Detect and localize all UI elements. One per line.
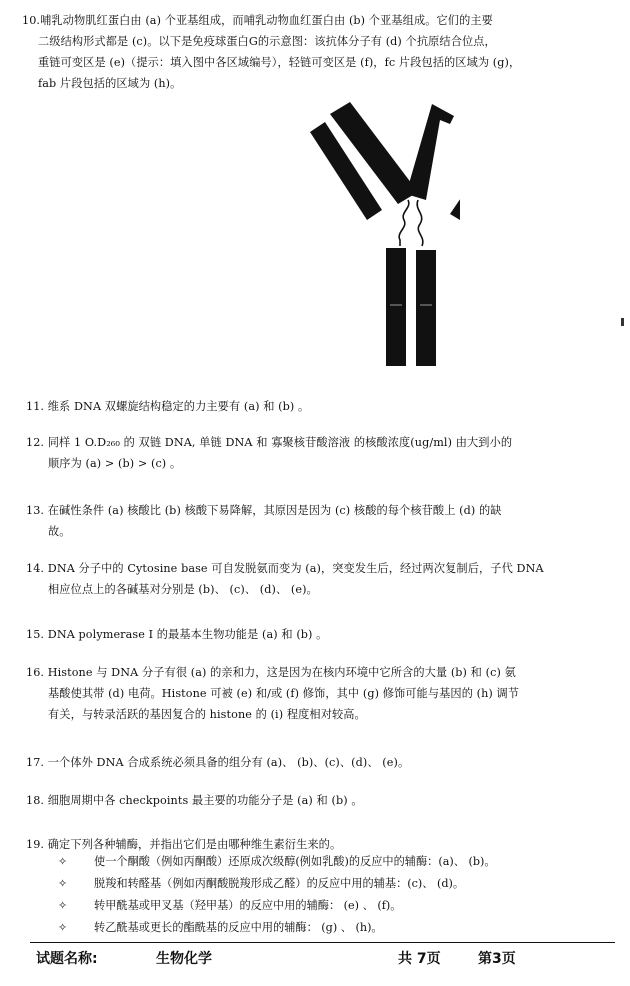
question-16 <box>26 662 622 725</box>
total-pages: 共 7页 <box>398 951 441 967</box>
question-12 <box>26 432 622 474</box>
question-12-line-2: 顺序为 (a) > (b) > (c) 。 <box>48 457 182 470</box>
left-fc-stem <box>386 248 406 366</box>
question-17-number: 17. <box>26 756 45 769</box>
question-10-line-3: 重链可变区是 (e)（提示：填入图中各区域编号），轻链可变区是 (f)，fc 片段包括的区域为 (g)， <box>38 56 521 69</box>
question-17 <box>26 752 622 773</box>
question-19-item: ✧ 转甲酰基或甲叉基（羟甲基）的反应中用的辅酶： (e) 、 (f)。 <box>58 895 618 917</box>
right-fc-stem <box>416 250 436 366</box>
question-10-line-2: 二级结构形式都是 (c)。以下是免疫球蛋白G的示意图：该抗体分子有 (d) 个抗原结合位点， <box>38 35 496 48</box>
question-19-item: ✧ 脱羧和转醛基（例如丙酮酸脱羧形成乙醛）的反应中用的辅基：(c)、 (d)。 <box>58 873 618 895</box>
question-14-line-2: 相应位点上的各碱基对分别是 (b)、 (c)、 (d)、 (e)。 <box>48 583 318 596</box>
igg-antibody-diagram <box>300 100 460 370</box>
exam-subject: 生物化学 <box>156 951 212 967</box>
question-19-number: 19. <box>26 838 45 851</box>
question-13-number: 13. <box>26 504 45 517</box>
question-15-text: DNA polymerase I 的最基本生物功能是 (a) 和 (b) 。 <box>47 628 328 641</box>
question-11 <box>26 396 622 417</box>
question-10-line-1: 10.哺乳动物肌红蛋白由 (a) 个亚基组成，而哺乳动物血红蛋白由 (b) 个亚基组成。它们的主要 <box>22 14 493 27</box>
left-hinge <box>399 200 409 246</box>
diamond-bullet-icon: ✧ <box>58 877 68 890</box>
question-14-number: 14. <box>26 562 45 575</box>
question-14-line-1: DNA 分子中的 Cytosine base 可自发脱氨而变为 (a)，突变发生后，经过两次复制后，子代 DNA <box>47 562 544 575</box>
right-hinge <box>417 200 423 246</box>
diamond-bullet-icon: ✧ <box>58 855 68 868</box>
footer-divider <box>30 942 615 943</box>
diamond-bullet-icon: ✧ <box>58 921 68 934</box>
question-13-line-2: 故。 <box>48 525 71 538</box>
exam-name-label: 试题名称: <box>36 951 98 967</box>
question-13 <box>26 500 622 542</box>
question-12-line-1: 同样 1 O.D₂₆₀ 的 双链 DNA, 单链 DNA 和 寡聚核苷酸溶液 的核酸浓度(ug/ml) 由大到小的 <box>47 436 513 449</box>
question-17-text: 一个体外 DNA 合成系统必须具备的组分有 (a)、 (b)、(c)、(d)、 (e)。 <box>47 756 410 769</box>
question-19-item: ✧ 使一个酮酸（例如丙酮酸）还原成次级醇(例如乳酸)的反应中的辅酶：(a)、 (b)。 <box>58 851 618 873</box>
diamond-bullet-icon: ✧ <box>58 899 68 912</box>
question-12-number: 12. <box>26 436 45 449</box>
page-footer <box>0 938 630 978</box>
question-15-number: 15. <box>26 628 45 641</box>
question-10-line-4: fab 片段包括的区域为 (h)。 <box>38 77 182 90</box>
scan-artifact <box>621 318 624 326</box>
question-19-item: ✧ 转乙酰基或更长的酯酰基的反应中用的辅酶： (g) 、 (h)。 <box>58 917 618 939</box>
question-16-line-3: 有关，与转录活跃的基因复合的 histone 的 (i) 程度相对较高。 <box>48 708 366 721</box>
question-18 <box>26 790 622 811</box>
question-19-intro: 确定下列各种辅酶，并指出它们是由哪种维生素衍生来的。 <box>47 838 342 851</box>
question-18-number: 18. <box>26 794 45 807</box>
question-11-text: 维系 DNA 双螺旋结构稳定的力主要有 (a) 和 (b) 。 <box>47 400 310 413</box>
question-13-line-1: 在碱性条件 (a) 核酸比 (b) 核酸下易降解，其原因是因为 (c) 核酸的每个核苷酸上 (d) 的缺 <box>47 504 502 517</box>
question-11-number: 11. <box>26 400 45 413</box>
question-15 <box>26 624 622 645</box>
question-19-items <box>58 851 618 939</box>
page-number: 第3页 <box>478 951 516 967</box>
question-16-line-2: 基酸使其带 (d) 电荷。Histone 可被 (e) 和/或 (f) 修饰，其中 (g) 修饰可能与基因的 (h) 调节 <box>48 687 520 700</box>
right-heavy-chain <box>406 104 454 200</box>
question-18-text: 细胞周期中各 checkpoints 最主要的功能分子是 (a) 和 (b) 。 <box>47 794 363 807</box>
question-16-line-1: Histone 与 DNA 分子有很 (a) 的亲和力，这是因为在核内环境中它所含的大量 (b) 和 (c) 氨 <box>47 666 516 679</box>
right-light-chain <box>450 140 460 220</box>
question-14 <box>26 558 622 600</box>
question-10 <box>22 10 618 94</box>
question-16-number: 16. <box>26 666 45 679</box>
